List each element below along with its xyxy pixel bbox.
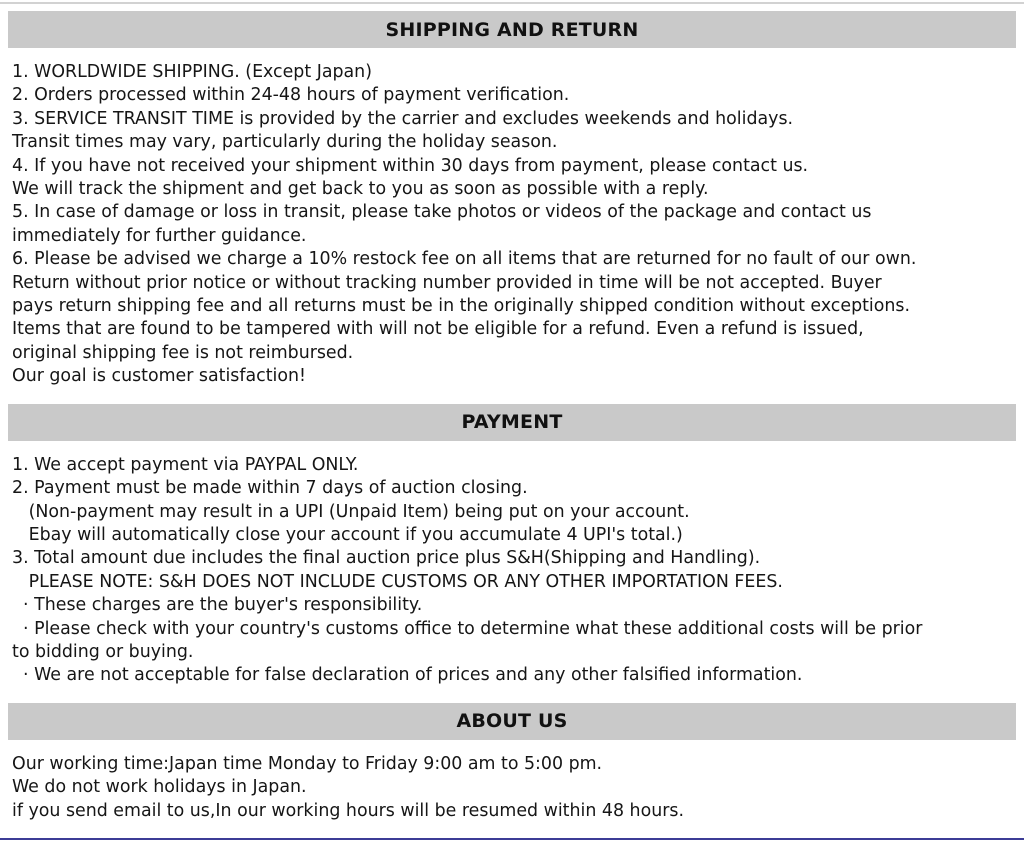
section-about-us	[0, 703, 1024, 823]
text-line: We do not work holidays in Japan.	[12, 777, 307, 798]
text-line: Ebay will automatically close your account if you accumulate 4 UPI's total.)	[12, 524, 683, 545]
text-line: 2. Payment must be made within 7 days of auction closing.	[12, 478, 528, 499]
listing-description-page	[0, 2, 1024, 844]
text-line: pays return shipping fee and all returns must be in the originally shipped condition without exceptions.	[12, 296, 911, 317]
section-heading-about-us: ABOUT US	[456, 710, 568, 733]
text-line: Our goal is customer satisfaction!	[12, 366, 306, 387]
text-line: · These charges are the buyer's responsibility.	[12, 595, 423, 616]
text-line: 6. Please be advised we charge a 10% restock fee on all items that are returned for no fault of our own.	[12, 249, 917, 270]
section-header-payment	[8, 404, 1016, 441]
text-line: 1. WORLDWIDE SHIPPING. (Except Japan)	[12, 62, 372, 82]
text-line: Transit times may vary, particularly during the holiday season.	[12, 132, 558, 153]
text-line: 1. We accept payment via PAYPAL ONLY.	[12, 454, 359, 475]
text-line: We will track the shipment and get back to you as soon as possible with a reply.	[12, 179, 709, 200]
section-body-shipping-and-return	[12, 61, 1014, 389]
section-header-shipping-and-return	[8, 11, 1016, 48]
text-line: 3. SERVICE TRANSIT TIME is provided by the carrier and excludes weekends and holidays.	[12, 108, 794, 129]
section-heading-payment: PAYMENT	[461, 411, 563, 434]
section-header-about-us	[8, 703, 1016, 740]
text-line: Items that are found to be tampered with will not be eligible for a refund. Even a refund is issued,	[12, 319, 864, 340]
text-line: 4. If you have not received your shipment within 30 days from payment, please contact us.	[12, 155, 809, 176]
section-heading-shipping-and-return: SHIPPING AND RETURN	[385, 18, 639, 41]
text-line: · We are not acceptable for false declaration of prices and any other falsified information.	[12, 665, 803, 686]
text-line: Our working time:Japan time Monday to Friday 9:00 am to 5:00 pm.	[12, 753, 603, 774]
text-line: PLEASE NOTE: S&H DOES NOT INCLUDE CUSTOMS OR ANY OTHER IMPORTATION FEES.	[12, 571, 783, 592]
section-body-about-us	[12, 753, 1014, 823]
bottom-divider	[0, 838, 1024, 840]
text-line: if you send email to us,In our working hours will be resumed within 48 hours.	[12, 800, 684, 821]
text-line: · Please check with your country's customs office to determine what these additional costs will be prior	[12, 618, 923, 639]
text-line: (Non-payment may result in a UPI (Unpaid Item) being put on your account.	[12, 501, 690, 522]
text-line: 3. Total amount due includes the final auction price plus S&H(Shipping and Handling).	[12, 548, 761, 569]
top-divider	[0, 2, 1024, 4]
section-payment	[0, 404, 1024, 688]
text-line: to bidding or buying.	[12, 641, 194, 662]
text-line: 2. Orders processed within 24-48 hours of payment verification.	[12, 85, 570, 106]
section-body-payment	[12, 454, 1014, 688]
text-line: original shipping fee is not reimbursed.	[12, 342, 354, 363]
text-line: 5. In case of damage or loss in transit, please take photos or videos of the package and contact us	[12, 202, 872, 223]
text-line: Return without prior notice or without tracking number provided in time will be not accepted. Buyer	[12, 272, 882, 293]
text-line: immediately for further guidance.	[12, 225, 307, 246]
section-shipping-and-return	[0, 11, 1024, 389]
